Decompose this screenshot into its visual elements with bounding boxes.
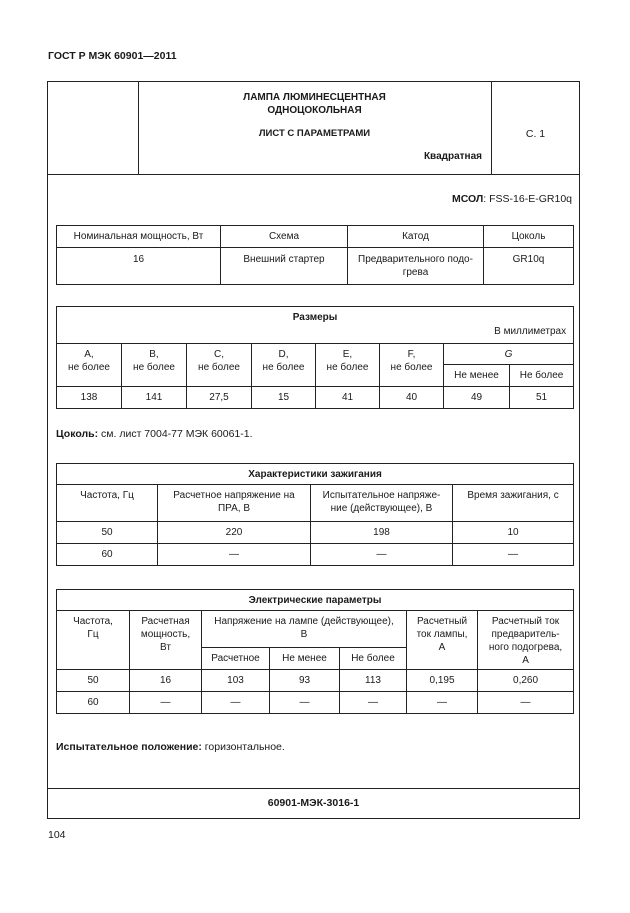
- el-preheat-line1: Расчетный ток: [491, 616, 560, 627]
- el-row1-frequency: 50: [57, 670, 130, 692]
- el-power-line3: Вт: [160, 642, 171, 653]
- header-size-g: G: [444, 344, 574, 365]
- sheet-page-ref: С. 1: [525, 128, 546, 140]
- size-f-label: не более: [390, 362, 433, 373]
- el-current-line2: ток лампы,: [416, 629, 468, 640]
- el-preheat-line4: А: [522, 655, 529, 666]
- el-voltage-line2: В: [300, 629, 308, 640]
- size-a-value: 138: [57, 387, 122, 409]
- sheet-shape: Квадратная: [423, 151, 482, 162]
- header-size-b: [122, 344, 187, 387]
- el-header-power: [130, 611, 202, 670]
- el-frequency-line2: Гц: [87, 629, 99, 640]
- size-b-value: 141: [122, 387, 187, 409]
- ign-rated-voltage-line2: ПРА, В: [217, 503, 251, 514]
- cell-nominal-power: 16: [57, 248, 221, 285]
- mscol-designation: [300, 193, 572, 205]
- el-header-rated: Расчетное: [202, 648, 270, 670]
- ign-row1-rated-voltage: 220: [158, 522, 311, 544]
- sheet-title-line2: ОДНОЦОКОЛЬНАЯ: [267, 105, 362, 116]
- sheet-title: [138, 91, 491, 117]
- el-current-line1: Расчетный: [416, 616, 468, 627]
- el-voltage-line1: Напряжение на лампе (действующее),: [214, 616, 394, 627]
- el-row1-max: 113: [340, 670, 407, 692]
- el-preheat-line2: предваритель-: [491, 629, 560, 640]
- header-g-min: Не менее: [444, 365, 510, 387]
- header-size-e: [316, 344, 380, 387]
- size-g-min-value: 49: [444, 387, 510, 409]
- ign-rated-voltage-line1: Расчетное напряжение на: [173, 490, 295, 501]
- el-header-current: [407, 611, 478, 670]
- el-frequency-line1: Частота,: [73, 616, 113, 627]
- header-base: Цоколь: [484, 226, 574, 248]
- size-b-letter: B,: [149, 349, 159, 360]
- el-row1-current: 0,195: [407, 670, 478, 692]
- size-a-label: не более: [68, 362, 110, 373]
- electrical-table: [56, 589, 574, 714]
- header-cathode: Катод: [348, 226, 484, 248]
- el-row1-rated: 103: [202, 670, 270, 692]
- title-block-divider: [48, 174, 579, 175]
- cell-base: GR10q: [484, 248, 574, 285]
- size-g-max-value: 51: [510, 387, 574, 409]
- size-c-label: не более: [198, 362, 240, 373]
- el-row2-frequency: 60: [57, 692, 130, 714]
- el-row2-max: —: [340, 692, 407, 714]
- test-position-text: горизонтальное.: [201, 741, 285, 753]
- header-size-a: [57, 344, 122, 387]
- cell-scheme: Внешний стартер: [221, 248, 348, 285]
- page-number: 104: [48, 829, 66, 841]
- header-size-c: [187, 344, 252, 387]
- size-c-value: 27,5: [187, 387, 252, 409]
- el-header-preheat: [478, 611, 574, 670]
- ign-row1-frequency: 50: [57, 522, 158, 544]
- base-note-text: см. лист 7004-77 МЭК 60061-1.: [98, 428, 253, 440]
- cathode-line2: грева: [402, 267, 429, 278]
- ignition-title: Характеристики зажигания: [57, 464, 574, 485]
- el-row2-power: —: [130, 692, 202, 714]
- sizes-title-cell: [57, 307, 574, 344]
- el-row2-preheat: —: [478, 692, 574, 714]
- size-e-letter: E,: [342, 349, 353, 360]
- sizes-table: [56, 306, 574, 409]
- size-a-letter: A,: [84, 349, 94, 360]
- ign-row1-test-voltage: 198: [311, 522, 453, 544]
- base-note: [56, 428, 253, 440]
- el-row1-preheat: 0,260: [478, 670, 574, 692]
- ign-header-test-voltage: [311, 485, 453, 522]
- ign-header-time: Время зажигания, с: [453, 485, 574, 522]
- cathode-line1: Предварительного подо-: [358, 254, 473, 265]
- sizes-units: В миллиметрах: [494, 326, 567, 337]
- ign-row2-time: —: [453, 544, 574, 566]
- ign-row2-test-voltage: —: [311, 544, 453, 566]
- size-e-label: не более: [326, 362, 369, 373]
- sheet-subtitle: ЛИСТ С ПАРАМЕТРАМИ: [258, 128, 371, 139]
- sheet-title-line1: ЛАМПА ЛЮМИНЕСЦЕНТНАЯ: [243, 92, 386, 103]
- ign-test-voltage-line2: ние (действующее), В: [330, 503, 433, 514]
- ign-row1-time: 10: [453, 522, 574, 544]
- ign-header-frequency: Частота, Гц: [57, 485, 158, 522]
- electrical-title: Электрические параметры: [57, 590, 574, 611]
- size-d-value: 15: [252, 387, 316, 409]
- ign-header-rated-voltage: [158, 485, 311, 522]
- ign-row2-frequency: 60: [57, 544, 158, 566]
- ignition-table: [56, 463, 574, 566]
- el-row2-min: —: [270, 692, 340, 714]
- el-header-max: Не более: [340, 648, 407, 670]
- size-e-value: 41: [316, 387, 380, 409]
- sheet-footer-code: 60901-МЭК-3016-1: [267, 797, 360, 809]
- el-header-min: Не менее: [270, 648, 340, 670]
- mscol-label: МСОЛ: [451, 193, 484, 205]
- header-size-f: [380, 344, 444, 387]
- el-power-line2: мощность,: [140, 629, 191, 640]
- size-b-label: не более: [133, 362, 175, 373]
- header-g-max: Не более: [510, 365, 574, 387]
- header-size-d: [252, 344, 316, 387]
- ign-test-voltage-line1: Испытательное напряже-: [322, 490, 441, 501]
- test-position-label: Испытательное положение:: [56, 741, 202, 753]
- el-header-voltage: [202, 611, 407, 648]
- el-row1-min: 93: [270, 670, 340, 692]
- size-f-letter: F,: [407, 349, 416, 360]
- test-position: [56, 741, 285, 753]
- base-note-label: Цоколь:: [56, 428, 99, 440]
- mscol-value: : FSS-16-E-GR10q: [483, 193, 572, 205]
- el-row2-current: —: [407, 692, 478, 714]
- el-preheat-line3: ного подогрева,: [488, 642, 563, 653]
- el-row1-power: 16: [130, 670, 202, 692]
- cell-cathode: [348, 248, 484, 285]
- ign-row2-rated-voltage: —: [158, 544, 311, 566]
- el-power-line1: Расчетная: [141, 616, 190, 627]
- document-header: ГОСТ Р МЭК 60901—2011: [48, 50, 177, 62]
- size-c-letter: C,: [214, 349, 224, 360]
- main-parameters-table: [56, 225, 574, 285]
- footer-divider: [48, 788, 579, 789]
- header-nominal-power: Номинальная мощность, Вт: [57, 226, 221, 248]
- size-f-value: 40: [380, 387, 444, 409]
- el-row2-rated: —: [202, 692, 270, 714]
- el-current-line3: А: [438, 642, 446, 653]
- size-d-label: не более: [262, 362, 305, 373]
- el-header-frequency: [57, 611, 130, 670]
- size-d-letter: D,: [278, 349, 289, 360]
- header-scheme: Схема: [221, 226, 348, 248]
- sizes-title: Размеры: [292, 312, 338, 323]
